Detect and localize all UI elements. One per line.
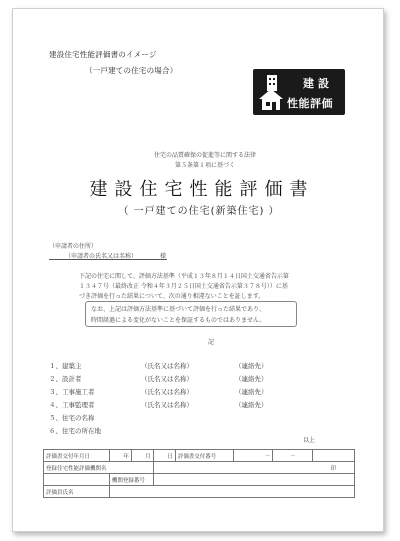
applicant-address-label: （申請者の住所） [49, 243, 98, 250]
body-paragraph-line3: づき評価を行った結果について、次の通り相違ないことを証します。 [79, 293, 265, 300]
agency-seal: 印 [153, 462, 354, 474]
applicant-name-label: （申請者の氏名又は名称） [65, 253, 138, 260]
caption-line1: 建設住宅性能評価書のイメージ [49, 50, 157, 59]
item-name: （氏名又は名称） [141, 362, 193, 370]
registration-value [153, 474, 354, 486]
issue-number-value [313, 450, 355, 462]
body-paragraph-line1: 下記の住宅に関して、評価方法基準（平成１３年８月１４日国土交通省告示第 [79, 273, 289, 280]
item-contact: （連絡先） [235, 362, 268, 370]
disclaimer-line2: 時間経過による変化がないことを保証するものではありません。 [91, 317, 266, 324]
item-label: ２、設計者 [49, 375, 82, 383]
issue-number-dash2: － [273, 450, 313, 462]
law-line1: 住宅の品質確保の促進等に関する法律 [153, 152, 256, 159]
item-label: ６、住宅の所在地 [49, 427, 101, 435]
document-page [12, 8, 384, 532]
issuance-table [43, 449, 355, 498]
issue-number-dash1: － [233, 450, 273, 462]
logo-bottom-text: 性能評価 [287, 97, 333, 110]
item-label: ３、工事施工者 [49, 388, 95, 396]
registration-label: 機関登録番号 [109, 474, 153, 486]
evaluator-value [109, 486, 354, 498]
document-subtitle: （ 一戸建ての住宅(新築住宅) ） [118, 206, 280, 217]
issue-year: 年 [109, 450, 131, 462]
evaluator-label: 評価員氏名 [44, 486, 110, 498]
applicant-honorific: 様 [160, 253, 167, 260]
house-building-icon [257, 73, 287, 111]
ki-heading: 記 [208, 339, 215, 346]
disclaimer-line1: なお、上記は評価方法基準に基づいて評価を行った結果であり、 [91, 306, 266, 313]
issue-date-label: 評価書交付年月日 [44, 450, 110, 462]
agency-label: 登録住宅性能評価機関名 [44, 462, 154, 474]
body-paragraph-line2: １３４７号（最終改正 令和４年３月２５日国土交通省告示第３７８号））に基 [79, 283, 288, 290]
law-line2: 第５条第１項に基づく [174, 162, 235, 169]
document-title: 建設住宅性能評価書 [89, 179, 315, 200]
item-name: （氏名又は名称） [141, 375, 193, 383]
item-label: ４、工事監理者 [49, 401, 95, 409]
item-contact: （連絡先） [235, 375, 268, 383]
registration-blank [44, 474, 110, 486]
item-contact: （連絡先） [235, 401, 268, 409]
logo-top-text: 建設 [303, 77, 333, 90]
item-label: ５、住宅の名称 [49, 414, 95, 422]
applicant-underline [49, 259, 167, 260]
item-contact: （連絡先） [235, 388, 268, 396]
item-name: （氏名又は名称） [141, 401, 193, 409]
issue-number-label: 評価書交付番号 [175, 450, 233, 462]
ijou-text: 以上 [303, 437, 316, 444]
caption-line2: （一戸建ての住宅の場合） [85, 66, 178, 75]
issue-day: 日 [153, 450, 175, 462]
performance-evaluation-logo [253, 69, 345, 115]
issue-month: 月 [131, 450, 153, 462]
item-label: １、建築主 [49, 362, 82, 370]
item-name: （氏名又は名称） [141, 388, 193, 396]
